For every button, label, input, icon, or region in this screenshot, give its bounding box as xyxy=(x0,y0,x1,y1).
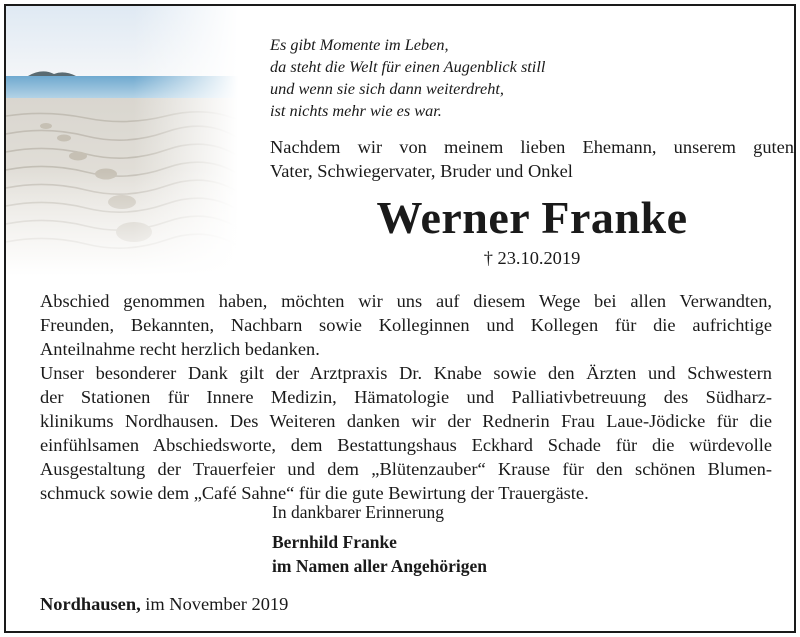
body-line: Anteilnahme recht herzlich bedanken. xyxy=(40,339,320,359)
body-line: Unser besonderer Dank gilt der Arztpraxis Dr. Knabe sowie den Ärzten und Schwestern xyxy=(40,363,772,383)
body-line: Ausgestaltung der Trauerfeier und dem „Blütenzauber“ Krause für den schönen Blumen- xyxy=(40,459,772,479)
body-line: klinikums Nordhausen. Des Weiteren danken wir der Rednerin Frau Laue-Jödicke für die xyxy=(40,411,772,431)
signature-note: im Namen aller Angehörigen xyxy=(272,556,488,576)
intro-line: Nachdem wir von meinem lieben Ehemann, unserem guten xyxy=(270,137,794,157)
body-line: schmuck sowie dem „Café Sahne“ für die gute Bewirtung der Trauergäste. xyxy=(40,483,589,503)
body-line: der Stationen für Innere Medizin, Hämatologie und Palliativbetreuung des Südharz- xyxy=(40,387,772,407)
intro-line: Vater, Schwiegervater, Bruder und Onkel xyxy=(270,161,573,181)
place-and-date xyxy=(40,592,288,616)
closing-phrase: In dankbarer Erinnerung xyxy=(272,502,445,522)
place-name: Nordhausen, xyxy=(40,594,141,614)
poem-line: Es gibt Momente im Leben, xyxy=(270,35,449,54)
place-date: im November 2019 xyxy=(140,594,289,614)
poem-line: ist nichts mehr wie es war. xyxy=(270,101,442,120)
death-date: † 23.10.2019 xyxy=(483,248,581,268)
intro-text xyxy=(270,135,794,183)
deceased-name: Werner Franke xyxy=(376,192,688,243)
obituary-card xyxy=(4,4,796,633)
body-line: einfühlsamen Abschiedsworte, dem Bestattungshaus Eckhard Schade für die würdevolle xyxy=(40,435,772,455)
signature-name: Bernhild Franke xyxy=(272,532,397,552)
poem-line: und wenn sie sich dann weiterdreht, xyxy=(270,79,504,98)
body-text xyxy=(40,289,772,505)
body-line: Abschied genommen haben, möchten wir uns auf diesem Wege bei allen Verwandten, xyxy=(40,291,772,311)
poem xyxy=(270,34,790,122)
body-line: Freunden, Bekannten, Nachbarn sowie Kolleginnen und Kollegen für die aufrichtige xyxy=(40,315,772,335)
beach-footprints-image xyxy=(6,6,238,276)
poem-line: da steht die Welt für einen Augenblick still xyxy=(270,57,546,76)
